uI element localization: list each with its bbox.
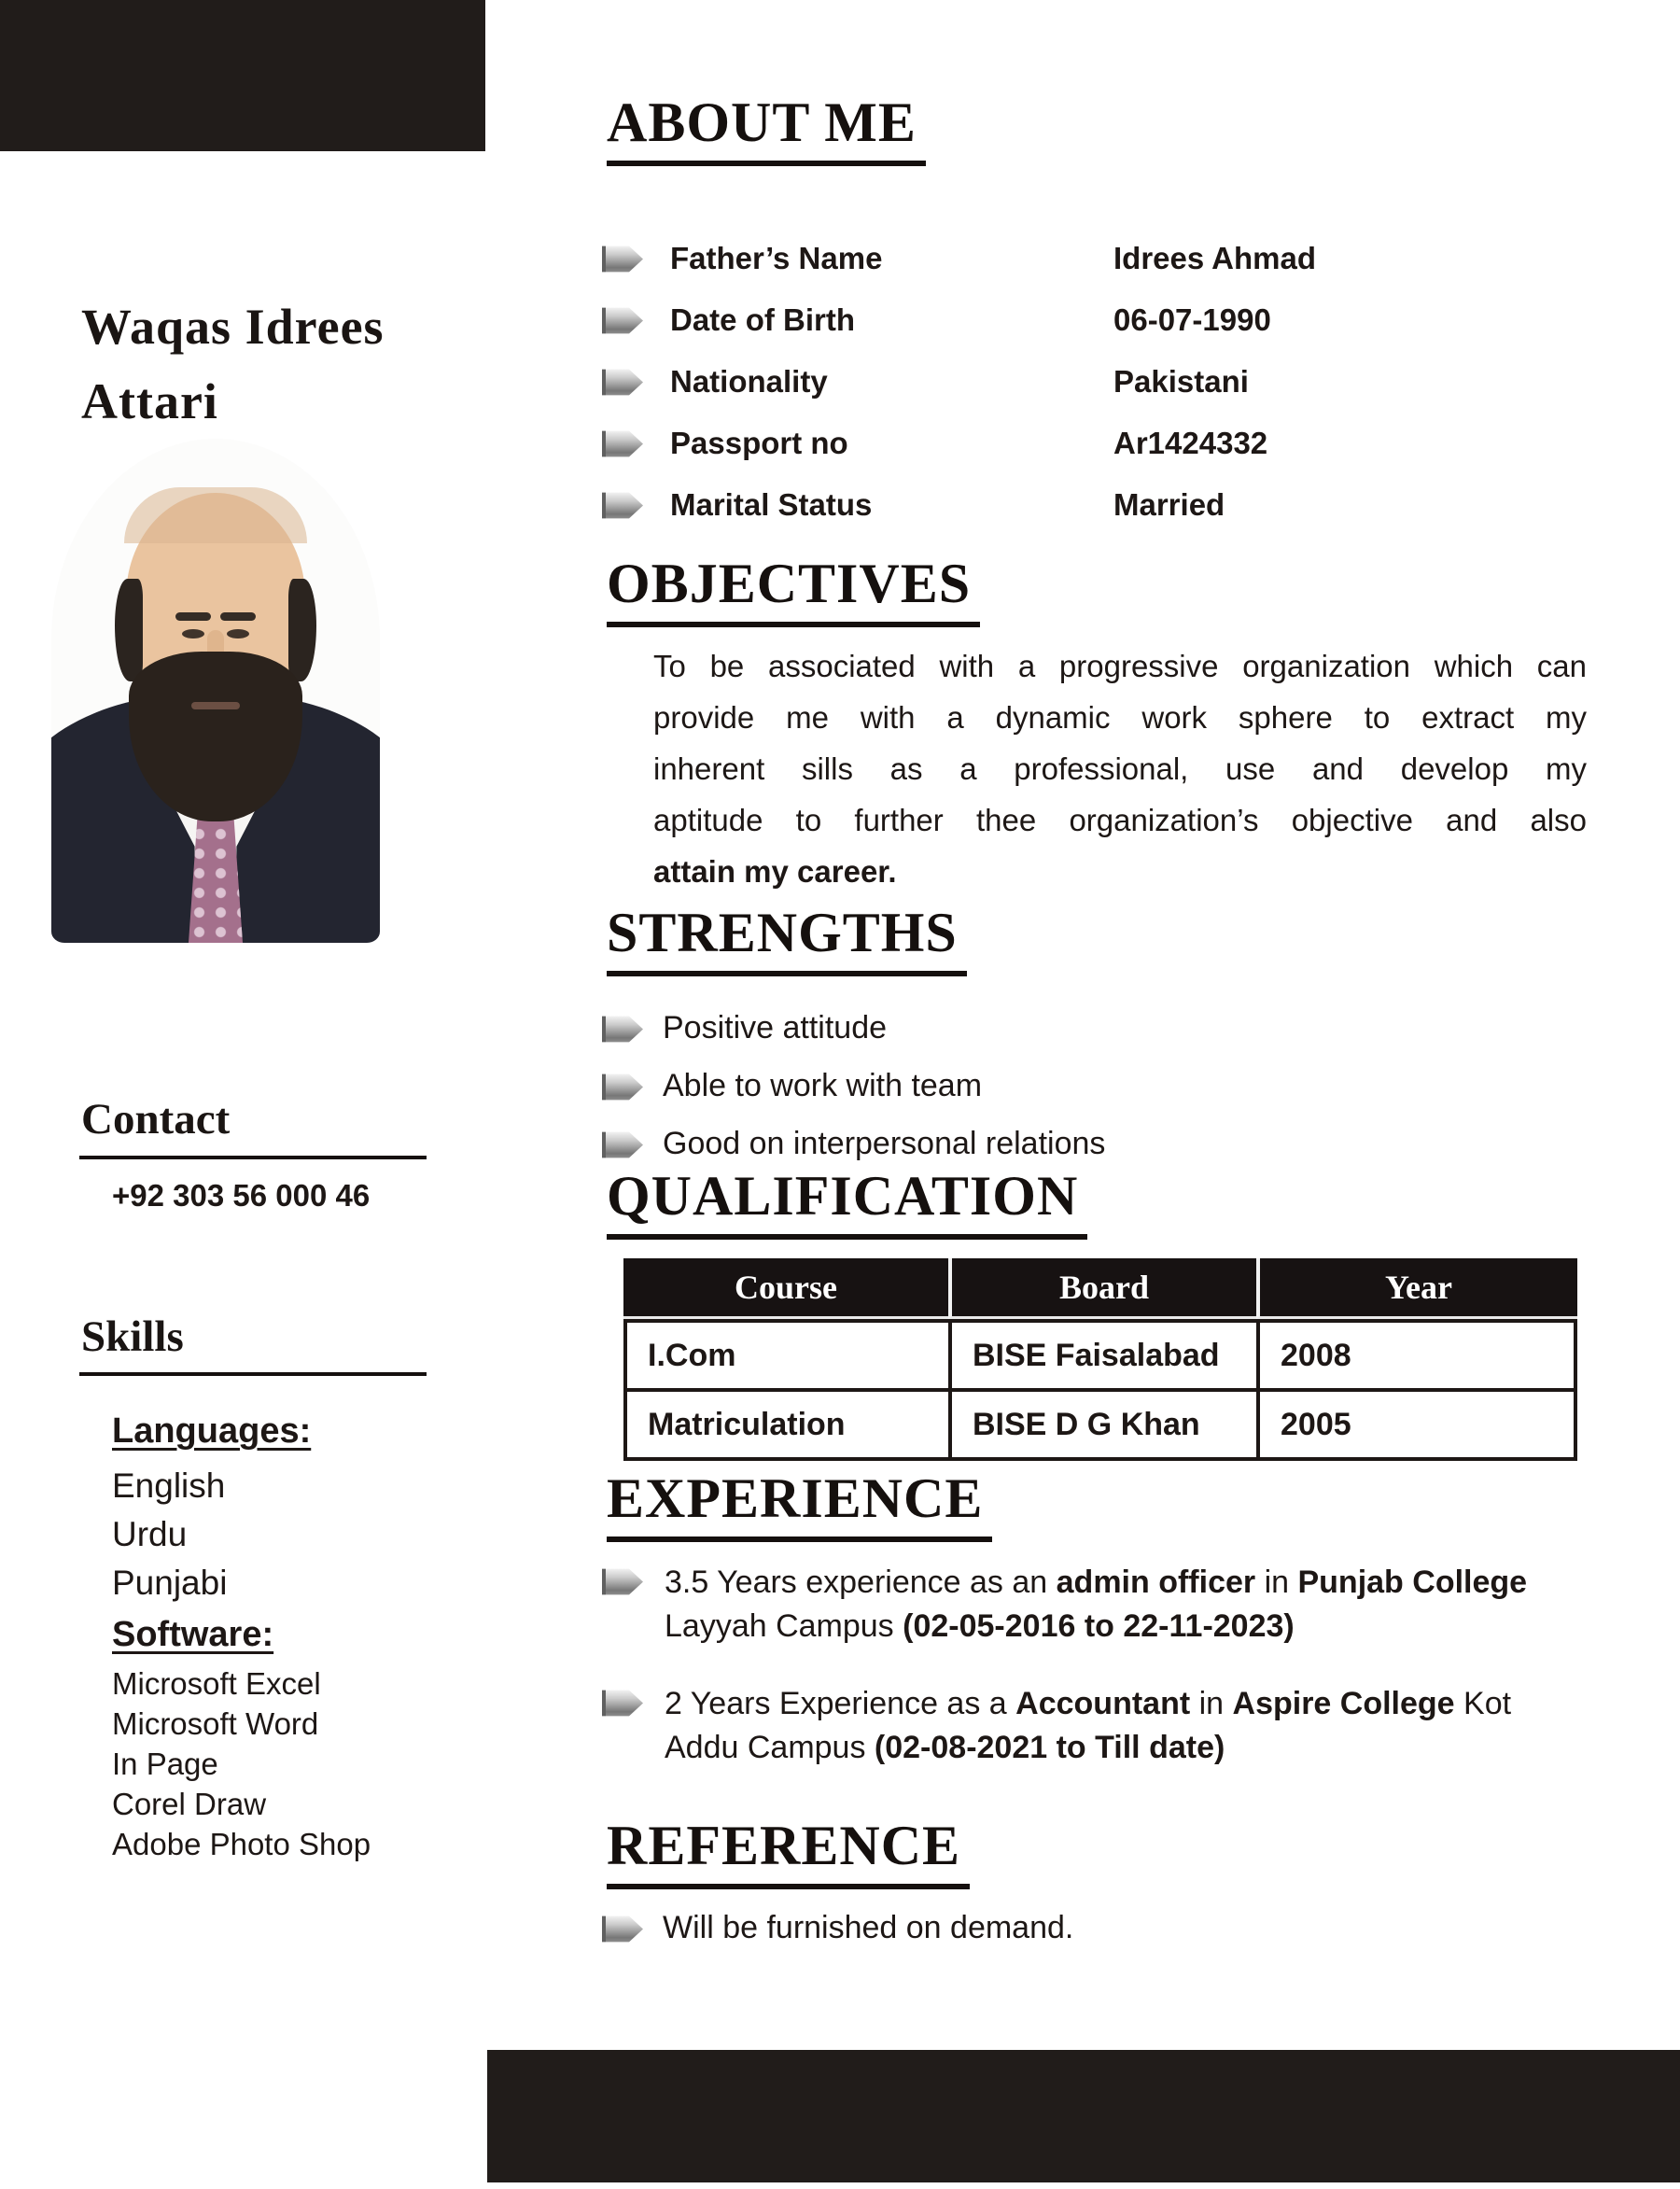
language-item: English xyxy=(112,1466,226,1505)
contact-heading: Contact xyxy=(81,1095,231,1144)
qualification-table-header xyxy=(623,1258,1577,1319)
about-row xyxy=(0,302,1680,345)
experience-segment: Aspire College xyxy=(1232,1686,1455,1721)
skills-heading-rule xyxy=(79,1372,427,1376)
qualification-table xyxy=(623,1258,1577,1461)
tag-bullet-icon xyxy=(602,1131,643,1158)
about-value: 06-07-1990 xyxy=(1113,302,1271,337)
experience-line xyxy=(665,1561,1626,1605)
person-eyebrow-right xyxy=(220,612,256,621)
tag-bullet-icon xyxy=(602,1915,643,1943)
software-item: Microsoft Excel xyxy=(112,1666,321,1701)
person-eyebrow-left xyxy=(175,612,211,621)
software-label: Software: xyxy=(112,1615,274,1654)
tag-bullet-icon xyxy=(602,1690,643,1717)
reference-heading-text: REFERENCE xyxy=(607,1817,970,1889)
languages-list xyxy=(112,1462,227,1607)
experience-text xyxy=(665,1682,1626,1770)
table-cell: Matriculation xyxy=(623,1388,948,1461)
table-header-cell: Course xyxy=(623,1258,948,1319)
about-value: Idrees Ahmad xyxy=(1113,241,1317,275)
strength-text: Positive attitude xyxy=(663,1010,888,1045)
software-item: Microsoft Word xyxy=(112,1706,319,1741)
qualification-heading-text: QUALIFICATION xyxy=(607,1167,1087,1240)
experience-segment: 3.5 Years experience as an xyxy=(665,1565,1057,1600)
language-item: Punjabi xyxy=(112,1564,228,1602)
tag-bullet-icon xyxy=(602,1016,643,1043)
top-left-black-block xyxy=(0,0,485,151)
person-mouth xyxy=(191,702,240,709)
experience-heading xyxy=(607,1469,992,1542)
bottom-black-block xyxy=(487,2050,1680,2182)
strength-text: Good on interpersonal relations xyxy=(663,1126,1106,1161)
reference-text: Will be furnished on demand. xyxy=(663,1910,1074,1945)
languages-label: Languages: xyxy=(112,1411,312,1451)
person-eye-left xyxy=(182,629,204,638)
software-item: Corel Draw xyxy=(112,1787,267,1821)
objectives-heading xyxy=(607,554,980,627)
software-list xyxy=(112,1663,371,1864)
objectives-line: inherent sills as a professional, use and develop my xyxy=(653,751,1587,786)
experience-segment: Accountant xyxy=(1015,1686,1191,1721)
strength-item xyxy=(0,1068,1680,1113)
tag-bullet-icon xyxy=(602,492,643,519)
person-hair-right xyxy=(288,579,316,681)
about-me-heading-text: ABOUT ME xyxy=(607,93,926,166)
table-cell: BISE Faisalabad xyxy=(948,1319,1256,1388)
about-label: Marital Status xyxy=(670,487,873,522)
experience-line xyxy=(665,1605,1626,1649)
about-label: Nationality xyxy=(670,364,828,399)
about-value: Married xyxy=(1113,487,1225,522)
objectives-heading-text: OBJECTIVES xyxy=(607,554,980,627)
tag-bullet-icon xyxy=(602,369,643,396)
skills-heading: Skills xyxy=(81,1312,184,1361)
person-name-line2: Attari xyxy=(81,373,218,429)
qualification-table-body xyxy=(623,1319,1577,1461)
tag-bullet-icon xyxy=(602,1568,643,1595)
experience-line xyxy=(665,1682,1626,1726)
experience-segment: Kot xyxy=(1454,1686,1512,1721)
person-hair-left xyxy=(115,579,143,681)
experience-segment: Layyah Campus xyxy=(665,1608,903,1644)
strength-text: Able to work with team xyxy=(663,1068,983,1103)
person-eye-right xyxy=(227,629,249,638)
about-label: Father’s Name xyxy=(670,241,883,275)
strengths-heading-text: STRENGTHS xyxy=(607,904,967,976)
tag-bullet-icon xyxy=(602,430,643,457)
experience-segment: 2 Years Experience as a xyxy=(665,1686,1016,1721)
table-row xyxy=(623,1388,1577,1461)
strengths-heading xyxy=(607,904,967,976)
objectives-line: To be associated with a progressive organization which can xyxy=(653,649,1587,683)
table-header-cell: Board xyxy=(948,1258,1256,1319)
reference-heading xyxy=(607,1817,970,1889)
experience-segment: Addu Campus xyxy=(665,1730,875,1765)
person-name-line1: Waqas Idrees xyxy=(81,299,385,355)
experience-text xyxy=(665,1561,1626,1649)
experience-segment: in xyxy=(1255,1565,1298,1600)
table-cell: I.Com xyxy=(623,1319,948,1388)
experience-segment: Punjab College xyxy=(1297,1565,1528,1600)
experience-line xyxy=(665,1726,1626,1770)
objectives-text xyxy=(653,640,1587,897)
reference-item xyxy=(0,1910,1680,1955)
about-label: Date of Birth xyxy=(670,302,855,337)
about-value: Ar1424332 xyxy=(1113,426,1268,460)
about-row xyxy=(0,241,1680,284)
about-row xyxy=(0,487,1680,530)
strength-item xyxy=(0,1126,1680,1171)
phone-number: +92 303 56 000 46 xyxy=(112,1178,371,1213)
objectives-line: aptitude to further thee organization’s objective and also xyxy=(653,803,1587,837)
table-cell: 2005 xyxy=(1256,1388,1577,1461)
objectives-line: provide me with a dynamic work sphere to extract my xyxy=(653,700,1587,735)
experience-segment: admin officer xyxy=(1056,1565,1256,1600)
software-item: Adobe Photo Shop xyxy=(112,1827,371,1861)
about-row xyxy=(0,364,1680,407)
experience-segment: in xyxy=(1190,1686,1233,1721)
table-header-cell: Year xyxy=(1256,1258,1577,1319)
about-value: Pakistani xyxy=(1113,364,1249,399)
software-item: In Page xyxy=(112,1747,218,1781)
about-me-heading xyxy=(607,93,926,166)
about-row xyxy=(0,426,1680,469)
tag-bullet-icon xyxy=(602,1073,643,1101)
tag-bullet-icon xyxy=(602,307,643,334)
experience-segment: (02-05-2016 to 22-11-2023) xyxy=(903,1608,1295,1644)
table-cell: BISE D G Khan xyxy=(948,1388,1256,1461)
about-label: Passport no xyxy=(670,426,848,460)
language-item: Urdu xyxy=(112,1515,188,1553)
experience-heading-text: EXPERIENCE xyxy=(607,1469,992,1542)
table-cell: 2008 xyxy=(1256,1319,1577,1388)
strength-item xyxy=(0,1010,1680,1055)
qualification-heading xyxy=(607,1167,1087,1240)
experience-segment: (02-08-2021 to Till date) xyxy=(874,1730,1225,1765)
objectives-line: attain my career. xyxy=(653,854,897,889)
tag-bullet-icon xyxy=(602,246,643,273)
table-row xyxy=(623,1319,1577,1388)
